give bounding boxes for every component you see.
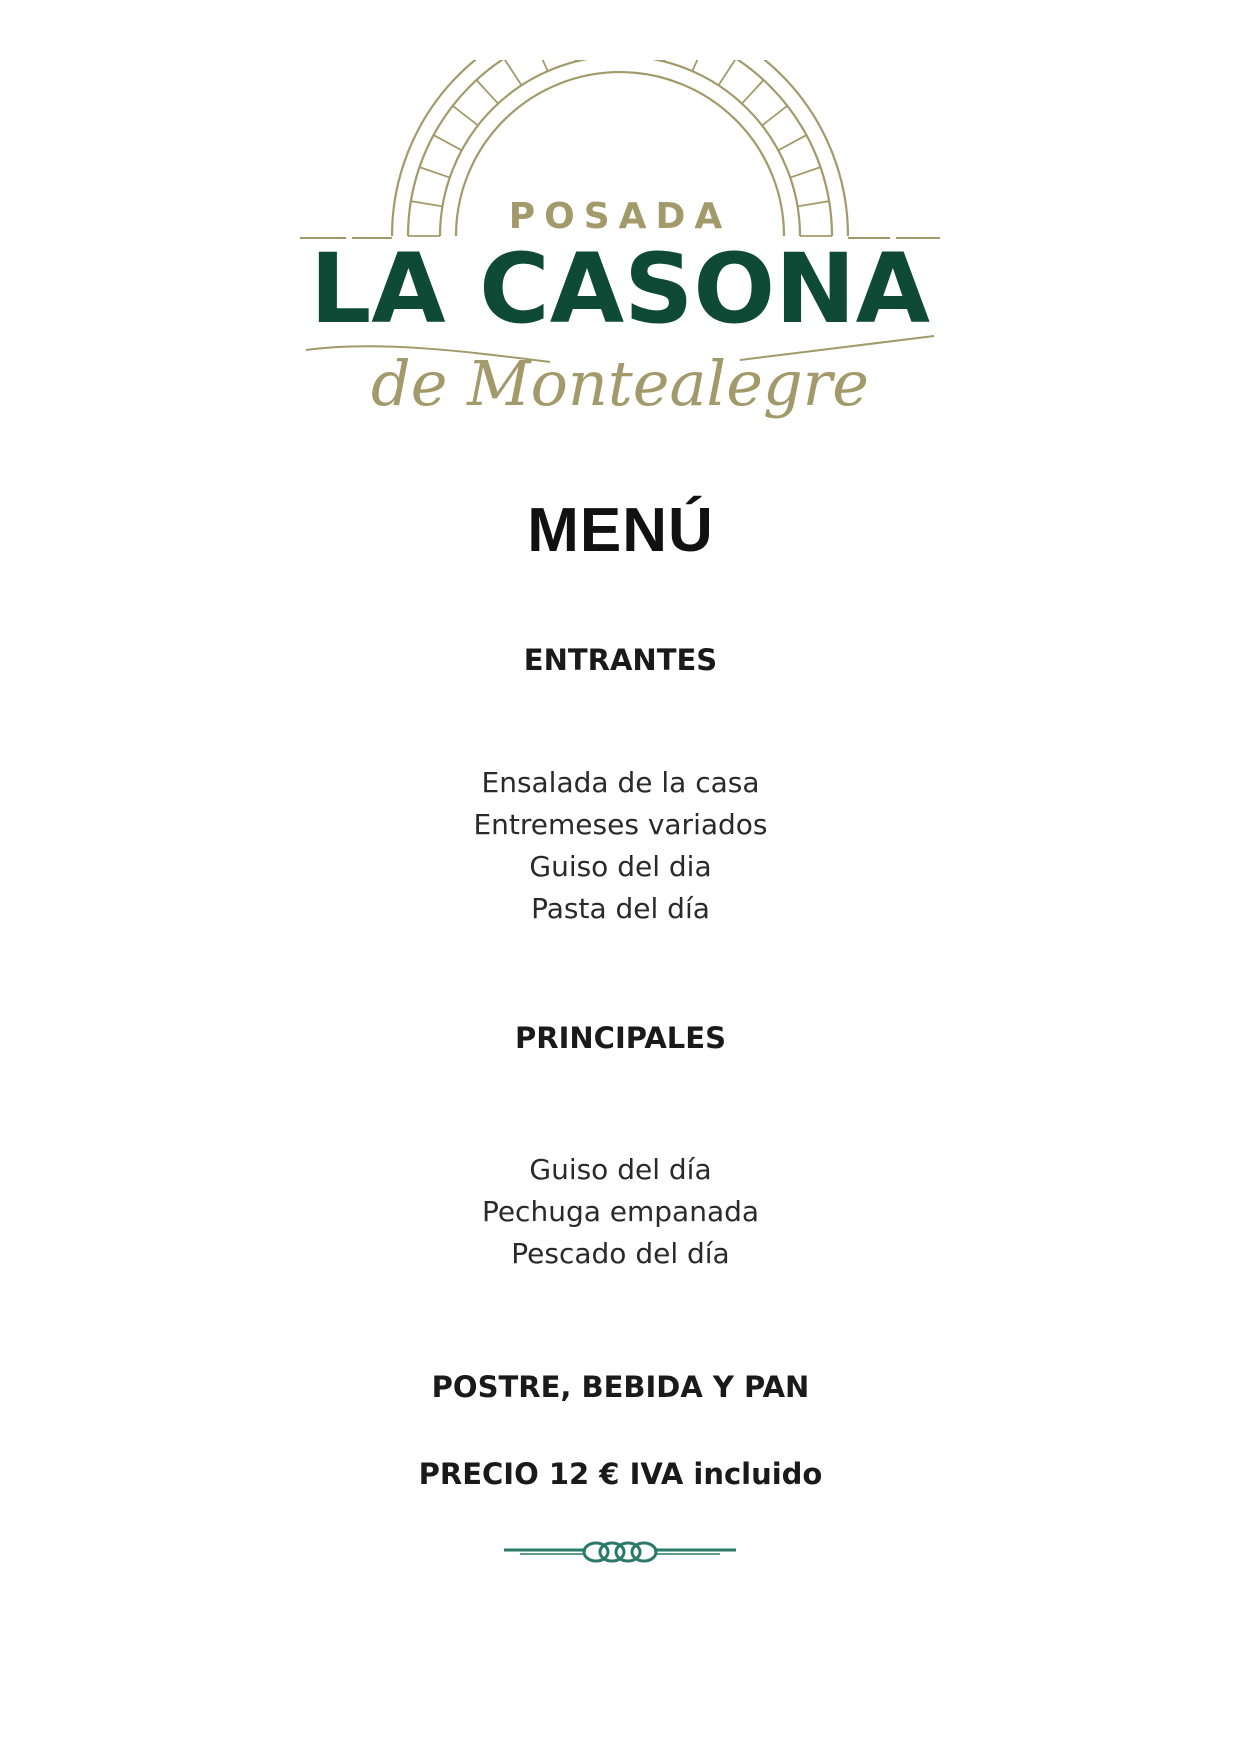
arch-brick xyxy=(411,201,443,206)
arch-brick xyxy=(742,80,764,104)
list-item: Pescado del día xyxy=(511,1237,730,1270)
list-item: Pasta del día xyxy=(531,892,710,925)
arch-brick xyxy=(790,167,820,177)
arch-brick xyxy=(453,106,478,126)
arch-brick xyxy=(434,135,462,150)
menu-title: MENÚ xyxy=(527,496,714,565)
arch-brick xyxy=(718,60,736,85)
logo-top-word: POSADA xyxy=(508,196,732,237)
arch-brick xyxy=(476,80,498,104)
section-heading-entrantes: ENTRANTES xyxy=(523,643,718,677)
list-item: Entremeses variados xyxy=(473,808,768,841)
entrantes-list xyxy=(0,762,1241,930)
price-line: PRECIO 12 € IVA incluido xyxy=(418,1457,823,1491)
logo-main-name: LA CASONA xyxy=(310,233,930,345)
section-heading-principales: PRINCIPALES xyxy=(515,1021,726,1055)
knot-ornament-icon xyxy=(500,1532,740,1572)
arch-brick xyxy=(762,106,787,126)
arch-brick xyxy=(798,201,830,206)
list-item: Guiso del día xyxy=(529,1153,712,1186)
principales-list xyxy=(0,1149,1241,1275)
arch-brick xyxy=(419,167,449,177)
arch-brick xyxy=(778,135,806,150)
posada-la-casona-logo xyxy=(300,60,940,480)
list-item: Pechuga empanada xyxy=(481,1195,760,1228)
list-item: Ensalada de la casa xyxy=(481,766,760,799)
list-item: Guiso del dia xyxy=(529,850,712,883)
logo-script-line: de Montealegre xyxy=(371,347,869,420)
arch-brick xyxy=(535,60,548,71)
arch-brick xyxy=(692,60,705,71)
arch-brick xyxy=(504,60,522,85)
extras-heading: POSTRE, BEBIDA Y PAN xyxy=(431,1370,810,1404)
